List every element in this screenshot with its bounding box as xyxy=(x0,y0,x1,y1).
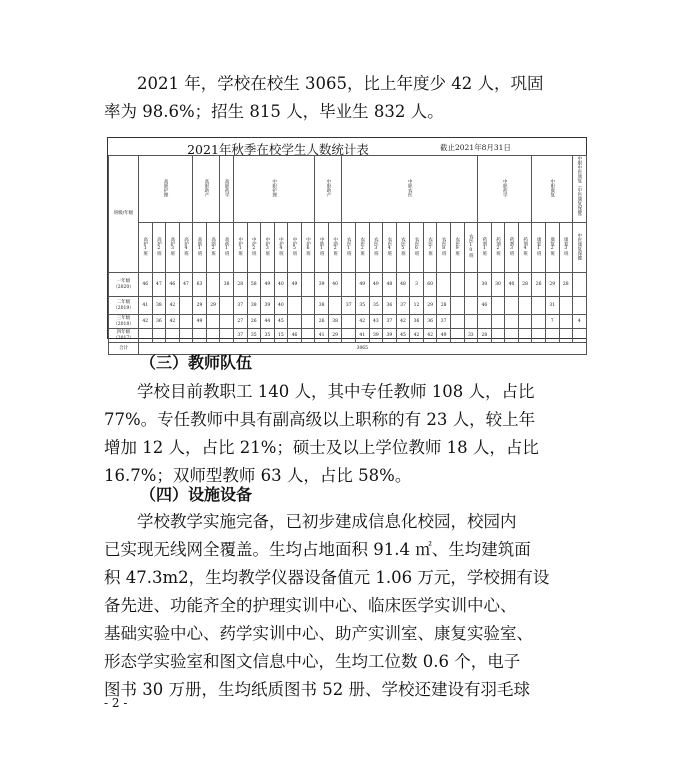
table-cell: 38 xyxy=(247,297,261,315)
table-group-header: 中职农医 xyxy=(342,156,478,223)
paragraph-teachers xyxy=(104,378,578,490)
table-cell: 44 xyxy=(261,315,275,329)
table-cell xyxy=(491,297,505,315)
table-group-header: 中职药学 xyxy=(478,156,532,223)
table-cell xyxy=(342,329,356,343)
table-cell xyxy=(342,315,356,329)
table-cell: 36 xyxy=(423,315,437,329)
table-class-header: 中医康复保健 xyxy=(573,223,587,273)
table-cell xyxy=(206,315,220,329)
table-cell: 42 xyxy=(356,315,370,329)
table-class-header: 高助1班 xyxy=(193,223,207,273)
table-row xyxy=(109,329,587,343)
table-cell xyxy=(532,297,546,315)
para3-line: 基础实验中心、药学实训中心、助产实训室、康复实验室、 xyxy=(104,624,533,643)
table-cell: 29 xyxy=(423,297,437,315)
table-cell: 47 xyxy=(152,273,166,297)
table-cell: 42 xyxy=(166,297,180,315)
table-date-note: 截止2021年8月31日 xyxy=(440,143,511,152)
table-class-header: 高药1班 xyxy=(220,223,234,273)
table-cell: 26 xyxy=(315,315,329,329)
table-corner-label: 班级/年级 xyxy=(109,156,139,273)
table-cell xyxy=(545,329,559,343)
table-cell: 36 xyxy=(410,315,424,329)
table-cell xyxy=(437,273,451,297)
table-cell: 36 xyxy=(152,315,166,329)
table-cell xyxy=(328,297,342,315)
table-cell: 38 xyxy=(220,273,234,297)
table-row-label: 二年级（2019） xyxy=(109,297,139,315)
table-class-header: 药剂4班 xyxy=(518,223,532,273)
table-cell: 35 xyxy=(247,329,261,343)
table-total-value: 3065 xyxy=(139,343,587,355)
table-cell: 49 xyxy=(261,273,275,297)
table-cell xyxy=(573,297,587,315)
table-row-label: 四年级（2017） xyxy=(109,329,139,343)
table-cell: 39 xyxy=(369,329,383,343)
table-group-header: 中职康复 xyxy=(532,156,573,223)
table-cell: 4 xyxy=(573,315,587,329)
table-class-header: 农医2班 xyxy=(356,223,370,273)
para3-line: 积 47.3m2，生均教学仪器设备值元 1.06 万元，学校拥有设 xyxy=(104,568,550,587)
table-cell xyxy=(478,315,492,329)
table-group-header: 高职助产 xyxy=(193,156,220,223)
table-cell xyxy=(139,329,153,343)
table-cell xyxy=(505,315,519,329)
table-cell: 39 xyxy=(383,329,397,343)
para3-line: 已实现无线网全覆盖。生均占地面积 91.4 ㎡、生均建筑面 xyxy=(104,540,531,559)
table-cell: 46 xyxy=(139,273,153,297)
table-cell xyxy=(518,297,532,315)
table-cell xyxy=(450,273,464,297)
table-group-header: 中职中医康复（中医康复保健） xyxy=(573,156,587,223)
table-cell xyxy=(179,329,193,343)
table-class-header: 农医4班 xyxy=(383,223,397,273)
table-class-header: 高护2班 xyxy=(152,223,166,273)
table-group-header: 中职护理 xyxy=(233,156,314,223)
paragraph-enrollment xyxy=(104,70,578,126)
para2-line: 学校目前教职工 140 人，其中专任教师 108 人，占比 xyxy=(137,382,535,401)
table-cell: 28 xyxy=(559,273,573,297)
table-cell xyxy=(559,329,573,343)
table-cell xyxy=(505,329,519,343)
table-cell: 40 xyxy=(328,273,342,297)
table-row-label: 一年级（2020） xyxy=(109,273,139,297)
table-cell: 41 xyxy=(315,329,329,343)
table-cell: 35 xyxy=(356,297,370,315)
table-class-header: 中护1班 xyxy=(233,223,247,273)
table-cell: 42 xyxy=(139,315,153,329)
table-cell: 37 xyxy=(396,297,410,315)
table-cell: 46 xyxy=(166,273,180,297)
table-class-header: 康复3班 xyxy=(559,223,573,273)
table-cell xyxy=(491,315,505,329)
table-cell xyxy=(342,273,356,297)
table-cell xyxy=(464,273,478,297)
table-cell: 37 xyxy=(437,315,451,329)
heading-teachers: （三）教师队伍 xyxy=(140,353,253,372)
table-cell: 42 xyxy=(166,315,180,329)
table-class-header: 高助2班 xyxy=(206,223,220,273)
table-cell: 41 xyxy=(139,297,153,315)
table-cell xyxy=(450,329,464,343)
table-cell xyxy=(220,329,234,343)
table-cell xyxy=(518,315,532,329)
table-class-header: 农医9班 xyxy=(450,223,464,273)
table-cell: 30 xyxy=(491,273,505,297)
table-cell: 38 xyxy=(328,315,342,329)
table-class-header: 农医6班 xyxy=(410,223,424,273)
table-cell xyxy=(206,273,220,297)
table-row xyxy=(109,297,587,315)
table-cell xyxy=(206,329,220,343)
table-cell: 48 xyxy=(396,273,410,297)
table-class-header: 农医3班 xyxy=(369,223,383,273)
table-cell: 38 xyxy=(315,297,329,315)
table-cell xyxy=(288,297,302,315)
table-class-header: 中护2班 xyxy=(247,223,261,273)
student-stats-table xyxy=(108,155,587,355)
para2-line: 16.7%；双师型教师 63 人，占比 58%。 xyxy=(104,466,412,485)
table-class-header: 中护5班 xyxy=(288,223,302,273)
table-cell: 29 xyxy=(206,297,220,315)
table-cell: 37 xyxy=(383,315,397,329)
heading-facilities: （四）设施设备 xyxy=(140,485,253,504)
table-cell: 46 xyxy=(288,329,302,343)
table-cell: 49 xyxy=(288,273,302,297)
table-class-header: 农医5班 xyxy=(396,223,410,273)
table-cell xyxy=(288,315,302,329)
table-cell: 37 xyxy=(233,297,247,315)
table-cell xyxy=(193,329,207,343)
table-class-header: 农医10班 xyxy=(464,223,478,273)
table-class-header: 高护3班 xyxy=(166,223,180,273)
table-cell xyxy=(179,315,193,329)
table-class-header: 中助1班 xyxy=(315,223,329,273)
table-cell: 37 xyxy=(342,297,356,315)
table-cell: 45 xyxy=(396,329,410,343)
student-stats-table-figure xyxy=(107,137,587,351)
table-cell: 3 xyxy=(410,273,424,297)
table-cell: 37 xyxy=(233,329,247,343)
table-cell: 63 xyxy=(193,273,207,297)
paragraph-facilities xyxy=(104,508,578,704)
table-cell: 45 xyxy=(274,315,288,329)
table-cell: 36 xyxy=(383,297,397,315)
table-cell: 60 xyxy=(423,273,437,297)
table-cell xyxy=(559,315,573,329)
table-cell: 39 xyxy=(315,273,329,297)
table-cell: 48 xyxy=(383,273,397,297)
para1-line: 率为 98.6%；招生 815 人，毕业生 832 人。 xyxy=(104,102,444,121)
table-cell: 35 xyxy=(261,329,275,343)
table-cell xyxy=(301,273,315,297)
table-cell: 12 xyxy=(410,297,424,315)
table-cell: 40 xyxy=(274,273,288,297)
table-cell: 35 xyxy=(369,297,383,315)
table-class-header: 中护4班 xyxy=(274,223,288,273)
table-cell xyxy=(573,273,587,297)
table-cell: 28 xyxy=(518,273,532,297)
table-cell: 49 xyxy=(356,273,370,297)
table-class-header: 药剂1班 xyxy=(478,223,492,273)
table-class-header: 农医1班 xyxy=(342,223,356,273)
table-cell xyxy=(220,297,234,315)
table-cell xyxy=(301,315,315,329)
table-cell xyxy=(532,315,546,329)
table-cell: 28 xyxy=(233,273,247,297)
table-cell xyxy=(518,329,532,343)
table-cell xyxy=(152,329,166,343)
table-class-header: 中护3班 xyxy=(261,223,275,273)
table-cell: 42 xyxy=(396,315,410,329)
table-cell: 42 xyxy=(423,329,437,343)
table-cell xyxy=(220,315,234,329)
table-class-header: 药剂3班 xyxy=(505,223,519,273)
table-group-header: 中职助产 xyxy=(315,156,342,223)
table-class-header: 药剂2班 xyxy=(491,223,505,273)
table-cell xyxy=(450,315,464,329)
table-cell: 26 xyxy=(247,315,261,329)
table-row-label: 三年级（2018） xyxy=(109,315,139,329)
table-cell: 26 xyxy=(532,273,546,297)
table-cell xyxy=(179,297,193,315)
table-cell: 33 xyxy=(464,329,478,343)
table-cell xyxy=(559,297,573,315)
table-cell xyxy=(464,297,478,315)
table-row xyxy=(109,273,587,297)
table-cell: 31 xyxy=(545,297,559,315)
table-group-header: 高职药学 xyxy=(220,156,234,223)
table-cell xyxy=(491,329,505,343)
table-cell xyxy=(573,329,587,343)
table-cell: 27 xyxy=(233,315,247,329)
para3-line: 备先进、功能齐全的护理实训中心、临床医学实训中心、 xyxy=(104,596,517,615)
table-class-header: 高护4班 xyxy=(179,223,193,273)
table-cell: 49 xyxy=(437,329,451,343)
table-cell: 29 xyxy=(328,329,342,343)
table-class-header: 中助2班 xyxy=(328,223,342,273)
table-cell: 58 xyxy=(247,273,261,297)
table-cell: 39 xyxy=(261,297,275,315)
table-cell: 15 xyxy=(274,329,288,343)
table-cell: 38 xyxy=(152,297,166,315)
para3-line: 形态学实验室和图文信息中心，生均工位数 0.6 个，电子 xyxy=(104,652,521,671)
table-cell: 42 xyxy=(410,329,424,343)
table-cell: 49 xyxy=(193,315,207,329)
table-cell xyxy=(505,297,519,315)
table-row xyxy=(109,315,587,329)
page-number: - 2 - xyxy=(104,696,128,710)
table-cell: 28 xyxy=(478,329,492,343)
table-class-header: 中护6班 xyxy=(301,223,315,273)
table-cell: 40 xyxy=(274,297,288,315)
table-cell xyxy=(464,315,478,329)
table-cell xyxy=(166,329,180,343)
table-cell: 40 xyxy=(505,273,519,297)
table-cell: 7 xyxy=(545,315,559,329)
table-cell xyxy=(301,329,315,343)
para3-line: 学校教学实施完备，已初步建成信息化校园，校园内 xyxy=(137,512,517,531)
table-cell: 41 xyxy=(356,329,370,343)
para2-line: 77%。专任教师中具有副高级以上职称的有 23 人，较上年 xyxy=(104,410,536,429)
table-cell: 30 xyxy=(478,273,492,297)
table-cell: 49 xyxy=(369,273,383,297)
table-class-header: 高护1班 xyxy=(139,223,153,273)
para3-line: 图书 30 万册，生均纸质图书 52 册、学校还建设有羽毛球 xyxy=(104,680,530,699)
table-cell: 43 xyxy=(369,315,383,329)
table-title: 2021年秋季在校学生人数统计表 xyxy=(187,142,369,157)
table-class-header: 康复1班 xyxy=(532,223,546,273)
table-cell: 29 xyxy=(545,273,559,297)
table-class-header: 农医7班 xyxy=(423,223,437,273)
table-group-header: 高职护理 xyxy=(139,156,193,223)
table-total-label: 合计 xyxy=(109,343,139,355)
table-cell: 28 xyxy=(437,297,451,315)
table-cell xyxy=(301,297,315,315)
table-cell: 29 xyxy=(193,297,207,315)
table-cell: 47 xyxy=(179,273,193,297)
table-cell xyxy=(450,297,464,315)
table-cell xyxy=(532,329,546,343)
table-cell: 46 xyxy=(478,297,492,315)
table-class-header: 农医8班 xyxy=(437,223,451,273)
para1-line: 2021 年，学校在校生 3065，比上年度少 42 人，巩固 xyxy=(137,74,544,93)
table-class-header: 康复2班 xyxy=(545,223,559,273)
para2-line: 增加 12 人，占比 21%；硕士及以上学位教师 18 人，占比 xyxy=(104,438,539,457)
